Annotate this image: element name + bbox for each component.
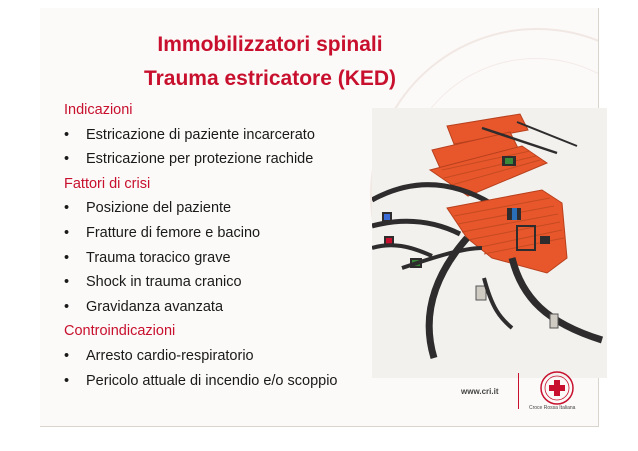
list-item-text: Fratture di femore e bacino [86, 224, 261, 241]
section-heading-controindicazioni: Controindicazioni [64, 323, 176, 340]
bullet-icon: • [64, 274, 70, 291]
bullet-icon: • [64, 372, 70, 389]
bullet-icon: • [64, 224, 70, 241]
list-item [64, 123, 394, 148]
section-heading-fattori-di-crisi: Fattori di crisi [64, 175, 151, 192]
slide-content [64, 98, 394, 393]
ked-device-illustration [372, 108, 607, 378]
list-item-text: Posizione del paziente [86, 200, 232, 217]
org-name: Croce Rossa Italiana [529, 405, 576, 411]
footer-url: www.cri.it [461, 387, 499, 396]
bullet-icon: • [64, 151, 70, 168]
slide-subtitle: Trauma estricatore (KED) [143, 67, 397, 90]
slide-title: Immobilizzatori spinali [157, 33, 383, 56]
bullet-icon: • [64, 249, 70, 266]
red-cross-emblem-icon [532, 370, 582, 408]
list-item [64, 344, 394, 369]
list-item-text: Gravidanza avanzata [86, 298, 224, 315]
list-item-text: Estricazione per protezione rachide [86, 151, 314, 168]
list-item [64, 221, 394, 246]
section-heading-indicazioni: Indicazioni [64, 102, 133, 118]
list-item-text: Trauma toracico grave [86, 249, 231, 266]
bullet-icon: • [64, 126, 70, 143]
footer-divider [518, 373, 519, 409]
bullet-icon: • [64, 347, 70, 364]
list-item [64, 295, 394, 320]
list-item-text: Shock in trauma cranico [86, 274, 242, 291]
red-cross-logo [532, 370, 582, 408]
list-item [64, 270, 394, 295]
ked-device-photo [372, 108, 607, 378]
list-item [64, 246, 394, 271]
list-item-text: Arresto cardio-respiratorio [86, 347, 254, 364]
list-item-text: Pericolo attuale di incendio e/o scoppio [86, 372, 338, 389]
list-item [64, 196, 394, 221]
list-item [64, 369, 394, 394]
bullet-icon: • [64, 200, 70, 217]
list-item-text: Estricazione di paziente incarcerato [86, 126, 315, 143]
list-item [64, 147, 394, 172]
bullet-icon: • [64, 298, 70, 315]
